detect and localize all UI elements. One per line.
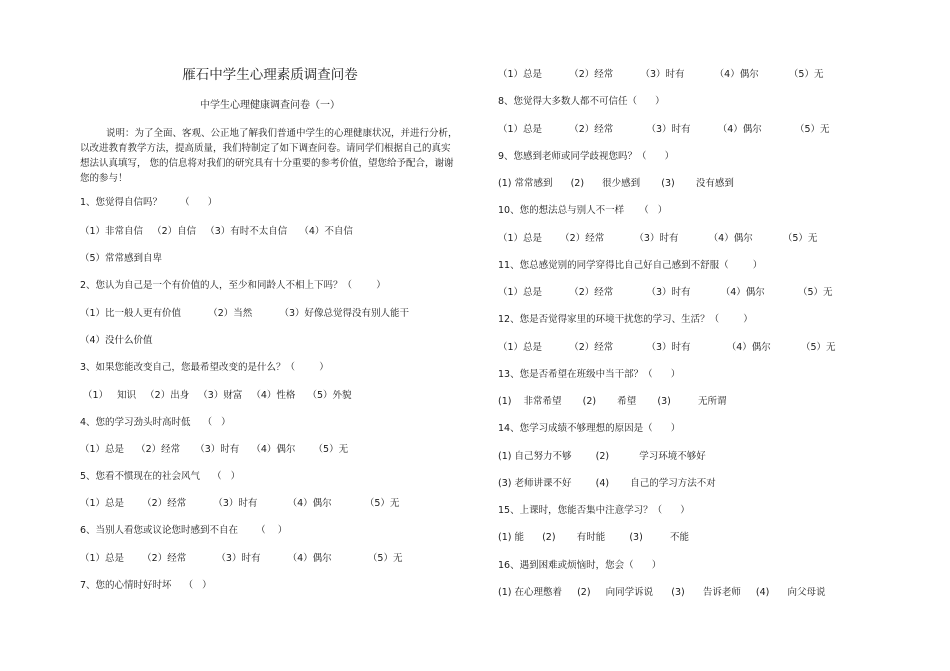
question-2-options-cont: （4）没什么价值 [80,335,153,346]
question-16: 16、遇到困难或烦恼时，您会（ ） [498,560,662,571]
question-5: 5、您看不惯现在的社会风气 （ ） [80,471,241,482]
question-14: 14、您学习成绩不够理想的原因是（ ） [498,423,681,434]
question-10: 10、您的想法总与别人不一样 （ ） [498,205,668,216]
question-3: 3、如果您能改变自己，您最希望改变的是什么？（ ） [80,362,329,373]
question-13: 13、您是否希望在班级中当干部？（ ） [498,369,681,380]
document-title: 雁石中学生心理素质调查问卷 [182,67,358,83]
intro-paragraph: 说明：为了全面、客观、公正地了解我们普通中学生的心理健康状况，并进行分析，以改进教育教学方法，提高质量，我们特制定了如下调查问卷。请同学们根据自己的真实想法认真填写， 您的信息将对我们的研究具有十分重要的参考价值，望您给予配合，谢谢您的参与！ [80,128,458,184]
question-12-options: （1）总是 （2）经常 （3）时有 （4）偶尔 （5）无 [498,342,836,353]
question-8-options: （1）总是 （2）经常 （3）时有 （4）偶尔 （5）无 [498,124,830,135]
question-15: 15、上课时，您能否集中注意学习？（ ） [498,505,690,516]
question-6-options: （1）总是 （2）经常 （3）时有 （4）偶尔 （5）无 [80,553,403,564]
question-3-options: （1） 知识 （2）出身 （3）财富 （4）性格 （5）外貌 [80,390,352,401]
question-14-options-cont: (3) 老师讲课不好 (4) 自己的学习方法不对 [498,478,716,489]
question-1-options-cont: （5）常常感到自卑 [80,253,163,264]
document-subtitle: 中学生心理健康调查问卷（一） [200,100,340,111]
question-15-options: (1) 能 (2) 有时能 (3) 不能 [498,532,689,543]
question-12: 12、您是否觉得家里的环境干扰您的学习、生活？（ ） [498,314,753,325]
question-10-options: （1）总是 （2）经常 （3）时有 （4）偶尔 （5）无 [498,233,818,244]
question-1: 1、您觉得自信吗？ （ ） [80,197,218,208]
question-5-options: （1）总是 （2）经常 （3）时有 （4）偶尔 （5）无 [80,498,400,509]
question-14-options: (1) 自己努力不够 (2) 学习环境不够好 [498,451,706,462]
question-8: 8、您觉得大多数人都不可信任（ ） [498,96,665,107]
question-4-options: （1）总是 （2）经常 （3）时有 （4）偶尔 （5）无 [80,444,349,455]
question-6: 6、当别人看您或议论您时感到不自在 （ ） [80,525,288,536]
question-9: 9、您感到老师或同学歧视您吗？（ ） [498,151,675,162]
question-7-options: （1）总是 （2）经常 （3）时有 （4）偶尔 （5）无 [498,69,824,80]
question-1-options: （1）非常自信 （2）自信 （3）有时不太自信 （4）不自信 [80,226,353,237]
question-9-options: (1) 常常感到 (2) 很少感到 (3) 没有感到 [498,178,734,189]
question-2-options: （1）比一般人更有价值 （2）当然 （3）好像总觉得没有别人能干 [80,308,409,319]
question-4: 4、您的学习劲头时高时低 （ ） [80,417,231,428]
question-16-options: (1) 在心理憋着 (2) 向同学诉说 (3) 告诉老师 (4) 向父母说 [498,587,826,598]
question-11: 11、您总感觉别的同学穿得比自己好自己感到不舒服（ ） [498,260,763,271]
question-2: 2、您认为自己是一个有价值的人，至少和同龄人不相上下吗？（ ） [80,280,386,291]
question-7: 7、您的心情时好时坏 （ ） [80,580,212,591]
question-11-options: （1）总是 （2）经常 （3）时有 （4）偶尔 （5）无 [498,287,833,298]
question-13-options: (1) 非常希望 (2) 希望 (3) 无所谓 [498,396,727,407]
